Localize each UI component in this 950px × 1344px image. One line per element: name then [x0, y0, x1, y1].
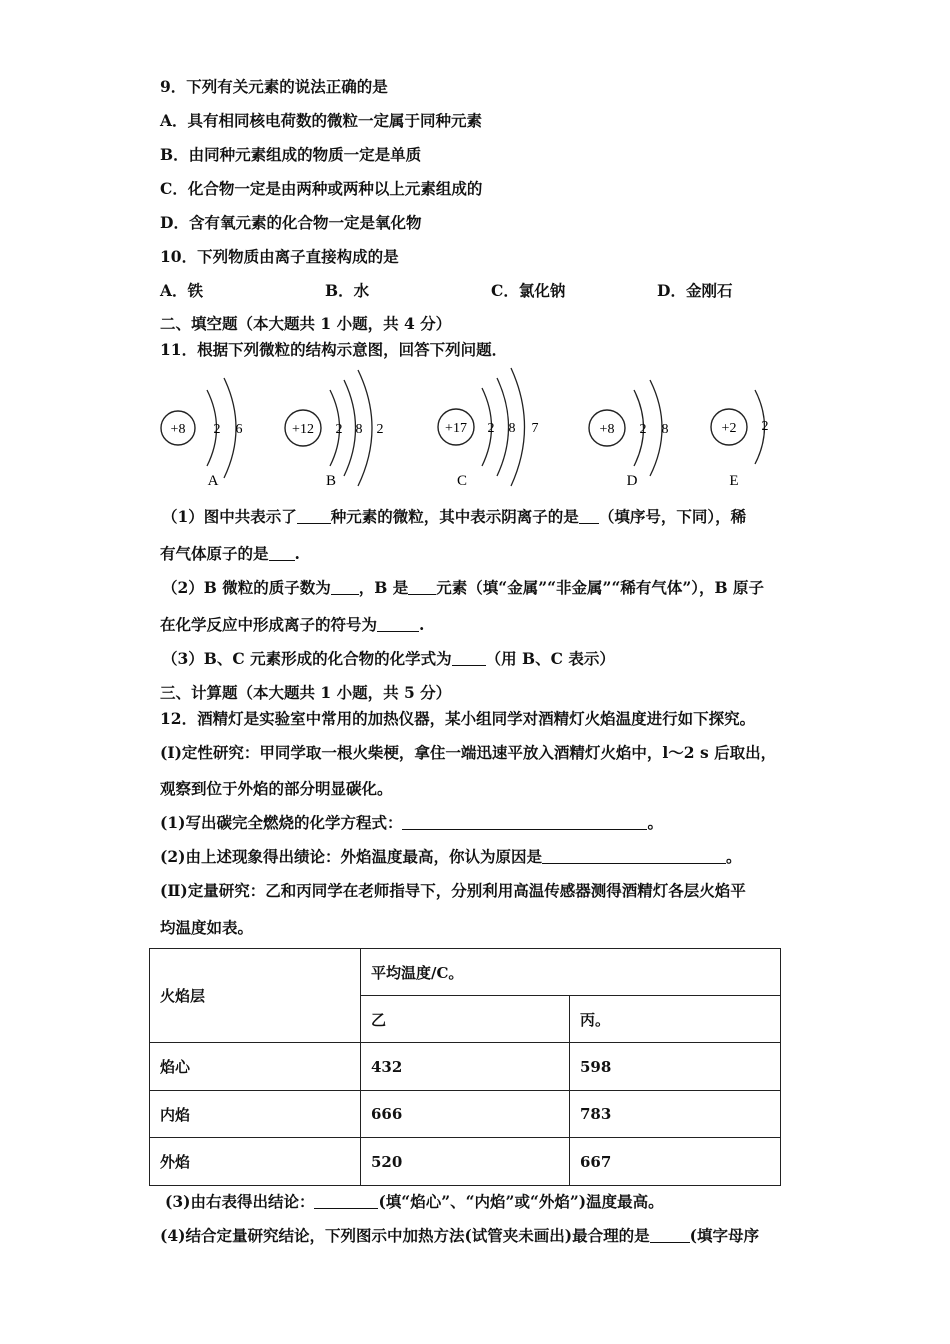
q12-part1-line2: 观察到位于外焰的部分明显碳化。 [160, 779, 393, 798]
section-2-heading: 二、填空题（本大题共 1 小题，共 4 分） [160, 314, 452, 333]
diagram-e [711, 390, 769, 489]
diagram-c-shell-2: 8 [508, 421, 516, 436]
q9-stem: 9．下列有关元素的说法正确的是 [160, 77, 388, 96]
cell-bing: 598 [570, 1043, 781, 1091]
diagram-e-nucleus: +2 [721, 421, 737, 436]
diagram-d-label: D [626, 473, 638, 489]
q11-part2-line2: 在化学反应中形成离子的符号为 . [160, 615, 425, 634]
answer-blank[interactable] [314, 1192, 378, 1209]
atom-diagrams [0, 360, 950, 495]
cell-bing: 667 [570, 1138, 781, 1186]
diagram-d-nucleus: +8 [599, 422, 615, 437]
q12-sub3: (3)由右表得出结论： (填“焰心”、“内焰”或“外焰”)温度最高。 [165, 1192, 664, 1211]
table-row [150, 1091, 781, 1138]
header-bing: 丙。 [570, 996, 781, 1043]
cell-yi: 432 [361, 1043, 570, 1091]
table-row [150, 1138, 781, 1186]
header-average-temperature: 平均温度/C。 [361, 949, 781, 996]
q9-option-b: B．由同种元素组成的物质一定是单质 [160, 145, 422, 164]
q9-option-d: D．含有氧元素的化合物一定是氧化物 [160, 213, 422, 232]
diagram-b-shell-1: 2 [335, 422, 343, 437]
answer-blank[interactable] [650, 1226, 690, 1243]
diagram-b [285, 370, 384, 489]
diagram-c-shell-1: 2 [487, 421, 495, 436]
q9-option-c: C．化合物一定是由两种或两种以上元素组成的 [160, 179, 483, 198]
answer-blank[interactable] [331, 578, 359, 595]
diagram-d-shell-2: 8 [661, 422, 669, 437]
answer-blank[interactable] [408, 578, 436, 595]
q11-part1-line1: （1）图中共表示了 种元素的微粒，其中表示阴离子的是 （填序号，下同），稀 [162, 507, 747, 526]
answer-blank[interactable] [579, 507, 599, 524]
diagram-a-nucleus: +8 [170, 422, 186, 437]
q12-stem: 12．酒精灯是实验室中常用的加热仪器，某小组同学对酒精灯火焰温度进行如下探究。 [160, 709, 756, 728]
diagram-a-shell-2: 6 [235, 422, 243, 437]
table-row [150, 1043, 781, 1091]
diagram-c [438, 368, 539, 489]
diagram-a [161, 378, 243, 489]
diagram-b-shell-3: 2 [376, 422, 384, 437]
header-flame-layer: 火焰层 [150, 949, 361, 1043]
q11-part1-line2: 有气体原子的是 . [160, 544, 300, 563]
diagram-e-shell-1: 2 [761, 419, 769, 434]
answer-blank[interactable] [269, 544, 295, 561]
q11-part3: （3）B、C 元素形成的化合物的化学式为 （用 B、C 表示） [162, 649, 615, 668]
diagram-d [589, 380, 669, 489]
q12-sub2: (2)由上述现象得出绩论：外焰温度最高，你认为原因是 。 [160, 847, 742, 866]
diagram-d-shell-1: 2 [639, 422, 647, 437]
diagram-a-shell-1: 2 [213, 422, 221, 437]
q10-option-a: A．铁 [160, 281, 204, 300]
diagram-b-label: B [325, 473, 337, 489]
flame-temperature-table [149, 948, 781, 1186]
cell-layer: 焰心 [150, 1043, 361, 1091]
q9-option-a: A．具有相同核电荷数的微粒一定属于同种元素 [160, 111, 483, 130]
diagram-c-label: C [456, 473, 468, 489]
q11-part2-line1: （2）B 微粒的质子数为 ，B 是 元素（填“金属”“非金属”“稀有气体”），B 原子 [162, 578, 765, 597]
q12-sub1: (1)写出碳完全燃烧的化学方程式： 。 [160, 813, 663, 832]
diagram-b-nucleus: +12 [292, 422, 314, 437]
header-yi: 乙 [361, 996, 570, 1043]
q12-part2-line2: 均温度如表。 [160, 918, 254, 937]
q10-option-d: D．金刚石 [657, 281, 733, 300]
diagram-e-label: E [729, 473, 739, 489]
cell-bing: 783 [570, 1091, 781, 1138]
answer-blank[interactable] [377, 615, 419, 632]
q11-stem: 11．根据下列微粒的结构示意图，回答下列问题． [160, 340, 508, 359]
cell-yi: 520 [361, 1138, 570, 1186]
q10-option-b: B．水 [325, 281, 370, 300]
diagram-c-shell-3: 7 [531, 421, 539, 436]
cell-layer: 外焰 [150, 1138, 361, 1186]
answer-blank[interactable] [297, 507, 331, 524]
diagram-a-label: A [207, 473, 219, 489]
diagram-c-nucleus: +17 [445, 421, 467, 436]
q12-part1-line1: (Ⅰ)定性研究：甲同学取一根火柴梗，拿住一端迅速平放入酒精灯火焰中，l～2 s 后取出， [160, 743, 777, 762]
answer-blank[interactable] [452, 649, 486, 666]
q12-part2-line1: (Ⅱ)定量研究：乙和丙同学在老师指导下，分别利用高温传感器测得酒精灯各层火焰平 [160, 881, 746, 900]
cell-layer: 内焰 [150, 1091, 361, 1138]
cell-yi: 666 [361, 1091, 570, 1138]
q12-sub4: (4)结合定量研究结论，下列图示中加热方法(试管夹未画出)最合理的是 (填字母序 [160, 1226, 759, 1245]
q10-stem: 10．下列物质由离子直接构成的是 [160, 247, 399, 266]
q10-option-c: C．氯化钠 [491, 281, 566, 300]
section-3-heading: 三、计算题（本大题共 1 小题，共 5 分） [160, 683, 452, 702]
diagram-b-shell-2: 8 [355, 422, 363, 437]
answer-blank[interactable] [402, 813, 647, 830]
answer-blank[interactable] [542, 847, 726, 864]
